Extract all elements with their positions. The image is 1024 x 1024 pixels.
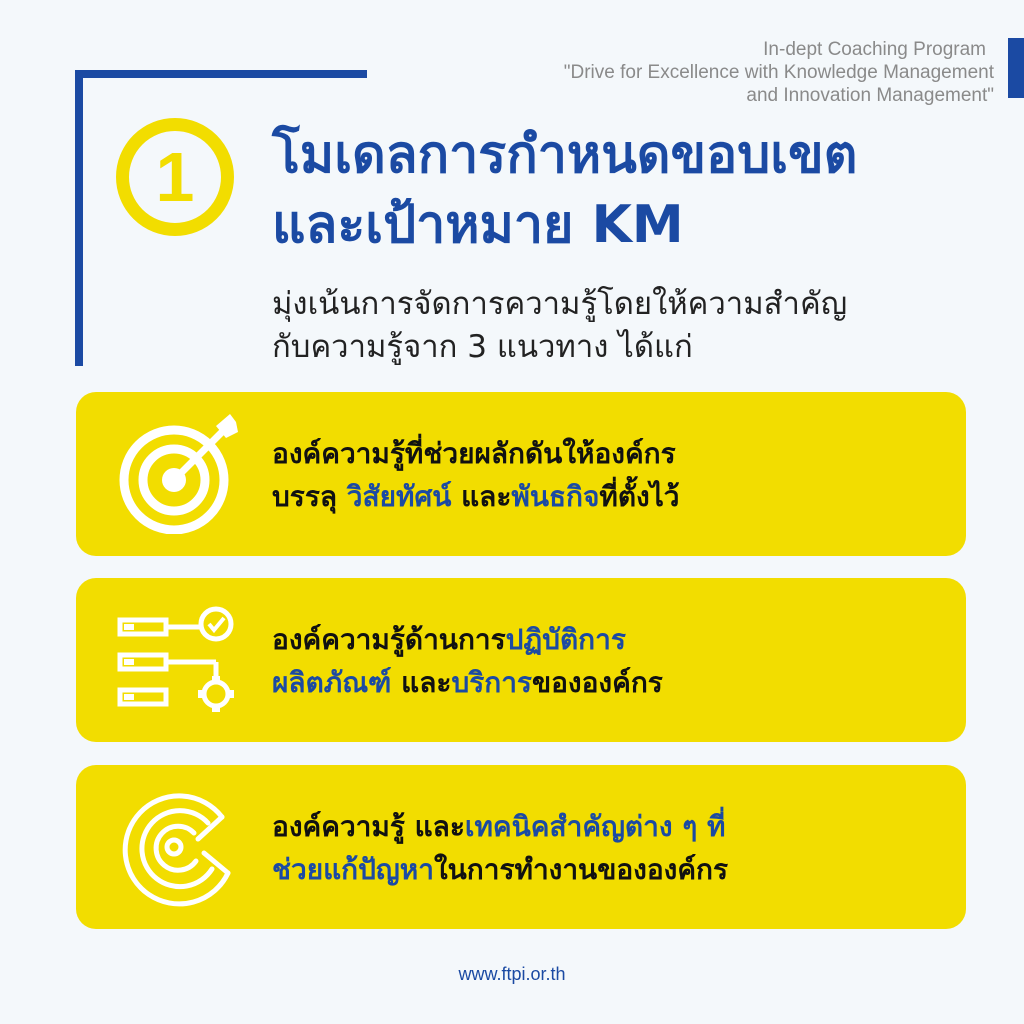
card-2-text-part: และ	[391, 666, 452, 699]
page-subtitle	[272, 283, 992, 369]
website-link[interactable]: www.ftpi.or.th	[458, 964, 566, 984]
step-number-badge	[116, 118, 234, 236]
card-2-text-part: ขององค์กร	[531, 666, 663, 699]
title-line-2: และเป้าหมาย KM	[272, 195, 684, 255]
card-1-text-part: บรรลุ	[272, 480, 347, 513]
card-2-line-1	[272, 618, 952, 661]
card-3-highlight-problem-solving: ช่วยแก้ปัญหา	[272, 853, 434, 886]
maze-icon	[112, 787, 242, 907]
title-line-1: โมเดลการกำหนดขอบเขต	[272, 125, 858, 185]
card-2-highlight-services: บริการ	[451, 666, 532, 699]
process-icon	[112, 600, 242, 720]
card-vision-mission	[76, 392, 966, 556]
card-1-line-2	[272, 475, 952, 518]
card-1-highlight-mission: พันธกิจ	[511, 480, 600, 513]
target-icon	[112, 414, 242, 534]
program-line-2: "Drive for Excellence with Knowledge Management	[563, 62, 994, 83]
program-caption	[474, 38, 994, 107]
accent-bar	[1008, 38, 1024, 98]
frame-corner-top	[75, 70, 367, 78]
page-title	[272, 120, 992, 260]
card-problem-solving	[76, 765, 966, 929]
card-3-line-2	[272, 848, 952, 891]
card-2-highlight-products: ผลิตภัณฑ์	[272, 666, 392, 699]
card-3-text-part: องค์ความรู้ และ	[272, 810, 465, 843]
card-3-text-part: ในการทำงานขององค์กร	[433, 853, 729, 886]
program-line-3: and Innovation Management"	[746, 85, 994, 106]
card-1-text	[272, 432, 952, 518]
card-2-highlight-operations: ปฏิบัติการ	[505, 623, 626, 656]
card-1-highlight-vision: วิสัยทัศน์	[346, 480, 452, 513]
card-3-line-1	[272, 805, 952, 848]
card-2-text-part: องค์ความรู้ด้านการ	[272, 623, 506, 656]
card-2-line-2	[272, 661, 952, 704]
card-1-line-1: องค์ความรู้ที่ช่วยผลักดันให้องค์กร	[272, 437, 676, 470]
program-line-1: In-dept Coaching Program	[763, 39, 986, 60]
subtitle-line-2: กับความรู้จาก 3 แนวทาง ได้แก่	[272, 329, 693, 365]
step-number: 1	[155, 138, 195, 216]
card-3-highlight-techniques: เทคนิคสำคัญต่าง ๆ ที่	[464, 810, 726, 843]
card-3-text	[272, 805, 952, 891]
card-2-text	[272, 618, 952, 704]
subtitle-line-1: มุ่งเน้นการจัดการความรู้โดยให้ความสำคัญ	[272, 286, 848, 322]
card-1-text-part: ที่ตั้งไว้	[599, 480, 680, 513]
card-operations-products	[76, 578, 966, 742]
card-1-text-part: และ	[451, 480, 512, 513]
frame-corner-left	[75, 70, 83, 366]
